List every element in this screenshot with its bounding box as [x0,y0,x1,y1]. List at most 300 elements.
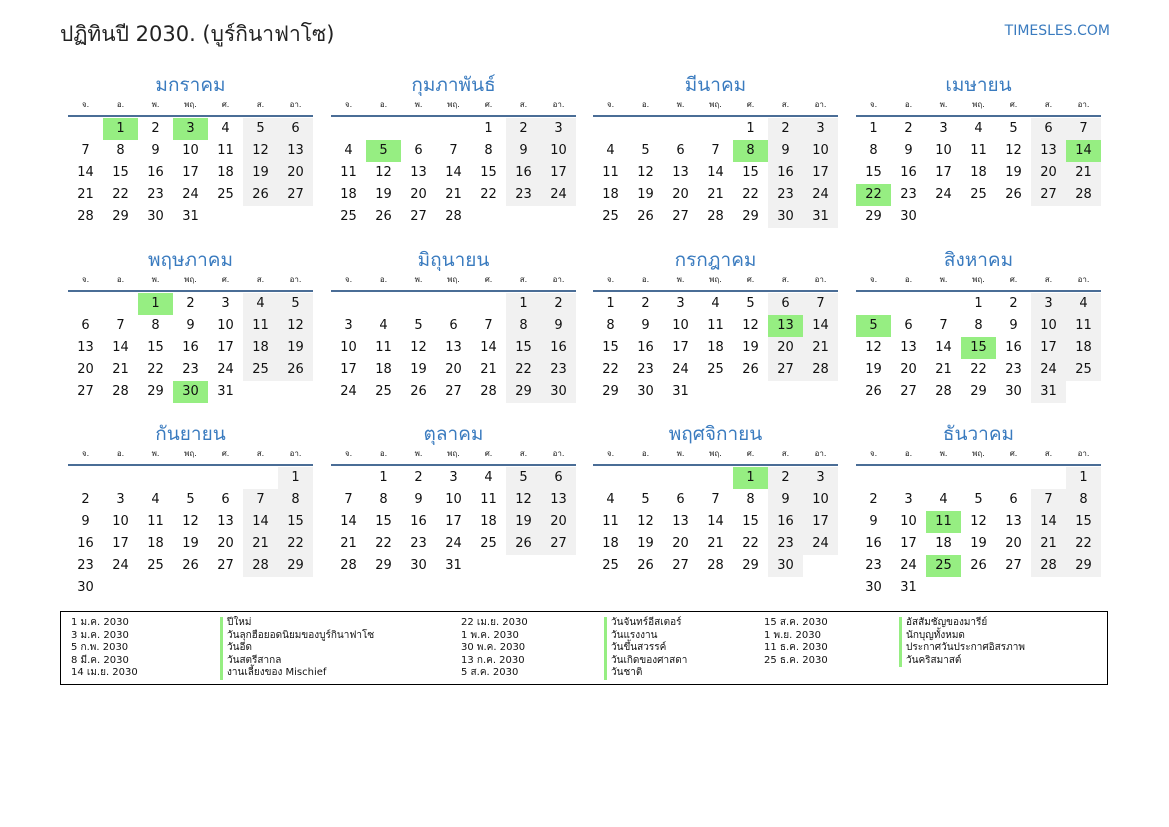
day-cell: 7 [939,318,948,333]
day-cell: 2 [641,296,650,311]
day-cell: 8 [974,318,983,333]
day-cell: 25 [480,536,497,551]
holiday-date: 13 ก.ค. 2030 [461,654,525,666]
holiday-date: 25 ธ.ค. 2030 [764,654,828,666]
day-cell: 31 [217,384,234,399]
day-cell: 11 [602,514,619,529]
day-cell: 14 [112,340,129,355]
day-cell: 20 [445,362,462,377]
days-grid [593,293,838,403]
empty-cell [1031,206,1066,228]
day-cell: 4 [151,492,160,507]
day-cell: 7 [344,492,353,507]
weekday-header [593,447,838,466]
days-grid [331,118,576,228]
empty-cell [331,467,366,489]
weekday-label: อา. [1077,275,1090,284]
empty-cell [663,118,698,140]
weekday-label: พฤ. [447,449,460,458]
day-cell: 3 [904,492,913,507]
weekday-label: พฤ. [709,275,722,284]
holiday-day: 22 [856,184,891,206]
day-cell: 2 [904,121,913,136]
empty-cell [331,293,366,315]
empty-cell [996,577,1031,599]
day-cell: 31 [672,384,689,399]
day-cell: 17 [803,162,838,184]
day-cell: 18 [1066,337,1101,359]
day-cell: 25 [243,359,278,381]
day-cell: 23 [637,362,654,377]
month-block [856,247,1101,403]
day-cell: 16 [768,511,803,533]
holiday-date: 11 ธ.ค. 2030 [764,642,828,653]
weekday-label: อา. [289,275,302,284]
day-cell: 1 [484,121,493,136]
day-cell: 17 [217,340,234,355]
day-cell: 26 [243,184,278,206]
weekday-label: อ. [116,100,125,109]
day-cell: 7 [1066,118,1101,140]
day-cell: 6 [676,492,685,507]
empty-cell [138,467,173,489]
day-cell: 15 [865,165,882,180]
day-cell: 27 [1005,558,1022,573]
day-cell: 25 [602,209,619,224]
holiday-date: 14 เม.ย. 2030 [71,667,138,678]
day-cell: 9 [414,492,423,507]
day-cell: 2 [81,492,90,507]
empty-cell [436,118,471,140]
day-cell: 27 [410,209,427,224]
day-cell: 15 [1066,511,1101,533]
day-cell: 30 [900,209,917,224]
day-cell: 31 [182,209,199,224]
day-cell: 25 [217,187,234,202]
day-cell: 8 [506,315,541,337]
day-cell: 8 [484,143,493,158]
day-cell: 7 [711,492,720,507]
day-cell: 7 [803,293,838,315]
weekday-label: อ. [904,100,913,109]
day-cell: 28 [1066,184,1101,206]
day-cell: 5 [506,467,541,489]
empty-cell [173,467,208,489]
weekday-header [68,273,313,292]
weekday-label: ศ. [221,100,230,109]
day-cell: 1 [379,470,388,485]
day-cell: 15 [602,340,619,355]
day-cell: 23 [147,187,164,202]
day-cell: 27 [217,558,234,573]
day-cell: 29 [506,381,541,403]
day-cell: 4 [606,143,615,158]
empty-cell [103,293,138,315]
day-cell: 6 [449,318,458,333]
day-cell: 12 [865,340,882,355]
day-cell: 25 [707,362,724,377]
day-cell: 18 [480,514,497,529]
empty-cell [278,577,313,599]
holiday-name: วันคริสมาสต์ [906,654,962,666]
empty-cell [856,293,891,315]
day-cell: 16 [506,162,541,184]
empty-cell [926,206,961,228]
day-cell: 21 [707,187,724,202]
holiday-name: ปีใหม่ [227,617,252,628]
day-cell: 19 [243,162,278,184]
weekday-header [68,447,313,466]
day-cell: 26 [182,558,199,573]
weekday-header [593,98,838,117]
day-cell: 6 [278,118,313,140]
empty-cell [1066,206,1101,228]
day-cell: 9 [768,140,803,162]
holiday-day: 3 [173,118,208,140]
day-cell: 17 [803,511,838,533]
day-cell: 10 [672,318,689,333]
day-cell: 29 [375,558,392,573]
holiday-names-col-3 [899,617,1025,667]
empty-cell [68,467,103,489]
empty-cell [926,577,961,599]
day-cell: 6 [676,143,685,158]
holiday-name: นักบุญทั้งหมด [906,629,965,641]
day-cell: 28 [480,384,497,399]
month-block [593,421,838,577]
day-cell: 20 [672,187,689,202]
day-cell: 3 [541,118,576,140]
day-cell: 26 [637,558,654,573]
day-cell: 22 [480,187,497,202]
empty-cell [208,577,243,599]
day-cell: 21 [77,187,94,202]
weekday-label: จ. [344,449,353,458]
day-cell: 4 [379,318,388,333]
weekday-label: จ. [344,275,353,284]
day-cell: 18 [340,187,357,202]
empty-cell [68,293,103,315]
day-cell: 20 [900,362,917,377]
day-cell: 16 [182,340,199,355]
holiday-name: อัสสัมชัญของมารีย์ [906,617,988,628]
day-cell: 27 [77,384,94,399]
day-cell: 12 [410,340,427,355]
day-cell: 10 [803,489,838,511]
holiday-date: 3 ม.ค. 2030 [71,629,129,641]
day-cell: 30 [147,209,164,224]
day-cell: 18 [375,362,392,377]
day-cell: 9 [904,143,913,158]
day-cell: 13 [217,514,234,529]
holiday-date: 5 ก.พ. 2030 [71,642,129,653]
holiday-day: 1 [733,467,768,489]
weekday-label: ศ. [1009,275,1018,284]
day-cell: 9 [869,514,878,529]
day-cell: 24 [935,187,952,202]
weekday-label: พ. [414,100,423,109]
empty-cell [698,381,733,403]
empty-cell [208,206,243,228]
day-cell: 16 [637,340,654,355]
day-cell: 14 [803,315,838,337]
holiday-name: วันจันทร์อีสเตอร์ [611,617,682,628]
days-grid [593,118,838,228]
day-cell: 1 [606,296,615,311]
day-cell: 26 [278,359,313,381]
day-cell: 18 [243,337,278,359]
empty-cell [243,467,278,489]
day-cell: 25 [340,209,357,224]
day-cell: 11 [480,492,497,507]
day-cell: 9 [186,318,195,333]
day-cell: 3 [939,121,948,136]
day-cell: 6 [81,318,90,333]
day-cell: 19 [1005,165,1022,180]
weekday-label: ศ. [1009,100,1018,109]
days-grid [856,467,1101,599]
weekday-label: อา. [552,100,565,109]
weekday-label: ส. [781,100,790,109]
empty-cell [698,118,733,140]
day-cell: 17 [182,165,199,180]
day-cell: 9 [151,143,160,158]
day-cell: 29 [602,384,619,399]
day-cell: 22 [278,533,313,555]
month-block [593,72,838,228]
day-cell: 26 [742,362,759,377]
day-cell: 2 [768,467,803,489]
day-cell: 18 [602,536,619,551]
weekday-label: พฤ. [447,275,460,284]
month-block [593,247,838,403]
day-cell: 20 [672,536,689,551]
day-cell: 5 [974,492,983,507]
day-cell: 9 [641,318,650,333]
day-cell: 16 [77,536,94,551]
holiday-name: วันแรงงาน [611,629,658,641]
day-cell: 28 [707,209,724,224]
empty-cell [891,293,926,315]
day-cell: 14 [243,511,278,533]
holiday-day: 1 [103,118,138,140]
empty-cell [856,467,891,489]
day-cell: 28 [1031,555,1066,577]
day-cell: 29 [147,384,164,399]
day-cell: 12 [278,315,313,337]
weekday-label: ส. [256,275,265,284]
empty-cell [68,118,103,140]
weekday-label: ส. [1044,275,1053,284]
month-block [856,72,1101,228]
day-cell: 15 [742,514,759,529]
day-cell: 31 [1031,381,1066,403]
weekday-label: พ. [939,100,948,109]
weekday-label: อ. [116,275,125,284]
holiday-name: ประกาศวันประกาศอิสรภาพ [906,642,1025,653]
weekday-label: จ. [869,100,878,109]
weekday-label: พฤ. [709,100,722,109]
weekday-label: อ. [379,449,388,458]
day-cell: 3 [676,296,685,311]
day-cell: 16 [1005,340,1022,355]
day-cell: 8 [869,143,878,158]
day-cell: 29 [1066,555,1101,577]
weekday-label: จ. [606,449,615,458]
day-cell: 24 [182,187,199,202]
day-cell: 17 [340,362,357,377]
day-cell: 15 [506,337,541,359]
day-cell: 30 [77,580,94,595]
day-cell: 21 [445,187,462,202]
day-cell: 14 [707,165,724,180]
day-cell: 26 [410,384,427,399]
day-cell: 22 [1066,533,1101,555]
day-cell: 2 [768,118,803,140]
day-cell: 10 [217,318,234,333]
empty-cell [243,381,278,403]
weekday-label: พฤ. [184,100,197,109]
holiday-day: 25 [926,555,961,577]
day-cell: 11 [147,514,164,529]
day-cell: 6 [904,318,913,333]
day-cell: 3 [221,296,230,311]
empty-cell [331,118,366,140]
day-cell: 14 [445,165,462,180]
day-cell: 21 [340,536,357,551]
day-cell: 10 [445,492,462,507]
day-cell: 31 [445,558,462,573]
day-cell: 20 [1005,536,1022,551]
day-cell: 17 [672,340,689,355]
empty-cell [891,467,926,489]
day-cell: 18 [707,340,724,355]
empty-cell [926,467,961,489]
weekday-label: ศ. [221,275,230,284]
weekday-label: อา. [552,275,565,284]
day-cell: 21 [803,337,838,359]
day-cell: 1 [974,296,983,311]
empty-cell [628,118,663,140]
day-cell: 30 [768,206,803,228]
day-cell: 4 [1066,293,1101,315]
weekday-label: พ. [414,275,423,284]
day-cell: 20 [541,511,576,533]
day-cell: 19 [182,536,199,551]
day-cell: 29 [112,209,129,224]
day-cell: 19 [375,187,392,202]
day-cell: 27 [672,209,689,224]
day-cell: 22 [742,187,759,202]
holiday-date: 15 ส.ค. 2030 [764,617,828,628]
empty-cell [733,381,768,403]
day-cell: 5 [641,143,650,158]
day-cell: 30 [865,580,882,595]
day-cell: 8 [278,489,313,511]
day-cell: 12 [243,140,278,162]
month-name: ตุลาคม [423,423,484,445]
day-cell: 10 [112,514,129,529]
day-cell: 16 [865,536,882,551]
weekday-label: ศ. [746,449,755,458]
day-cell: 2 [506,118,541,140]
month-name: กรกฎาคม [674,249,757,271]
days-grid [68,467,313,599]
month-block [856,421,1101,599]
day-cell: 18 [602,187,619,202]
month-name: สิงหาคม [943,249,1014,271]
day-cell: 5 [746,296,755,311]
day-cell: 23 [410,536,427,551]
day-cell: 2 [1009,296,1018,311]
day-cell: 24 [803,184,838,206]
day-cell: 24 [672,362,689,377]
empty-cell [471,555,506,577]
day-cell: 17 [935,165,952,180]
weekday-label: พ. [939,449,948,458]
day-cell: 10 [340,340,357,355]
empty-cell [698,467,733,489]
weekday-label: ศ. [221,449,230,458]
day-cell: 10 [1031,315,1066,337]
day-cell: 28 [112,384,129,399]
days-grid [68,293,313,403]
weekday-label: พฤ. [972,100,985,109]
holiday-name: วันสตรีสากล [227,654,282,666]
day-cell: 4 [711,296,720,311]
day-cell: 30 [541,381,576,403]
brand-link[interactable]: TIMESLES.COM [1004,23,1110,39]
day-cell: 13 [672,165,689,180]
day-cell: 20 [278,162,313,184]
empty-cell [366,118,401,140]
day-cell: 19 [865,362,882,377]
weekday-label: อ. [904,449,913,458]
day-cell: 5 [414,318,423,333]
day-cell: 1 [746,121,755,136]
month-block [331,72,576,228]
empty-cell [243,577,278,599]
holiday-dates-col-1 [71,617,138,680]
holiday-day: 15 [961,337,996,359]
day-cell: 2 [186,296,195,311]
holiday-dates-col-3 [764,617,828,667]
empty-cell [961,467,996,489]
weekday-label: ส. [1044,100,1053,109]
month-block [331,247,576,403]
day-cell: 6 [1031,118,1066,140]
days-grid [68,118,313,228]
empty-cell [961,577,996,599]
month-block [68,247,313,403]
day-cell: 31 [900,580,917,595]
holiday-name: วันลุกฮือยอดนิยมของบูร์กินาฟาโซ [227,629,375,641]
day-cell: 26 [1005,187,1022,202]
day-cell: 25 [147,558,164,573]
day-cell: 1 [506,293,541,315]
weekday-label: ศ. [1009,449,1018,458]
empty-cell [138,577,173,599]
day-cell: 23 [768,184,803,206]
weekday-label: อา. [814,100,827,109]
day-cell: 20 [217,536,234,551]
weekday-label: อา. [289,100,302,109]
day-cell: 28 [935,384,952,399]
day-cell: 8 [606,318,615,333]
weekday-label: ส. [781,449,790,458]
day-cell: 14 [340,514,357,529]
day-cell: 19 [637,187,654,202]
